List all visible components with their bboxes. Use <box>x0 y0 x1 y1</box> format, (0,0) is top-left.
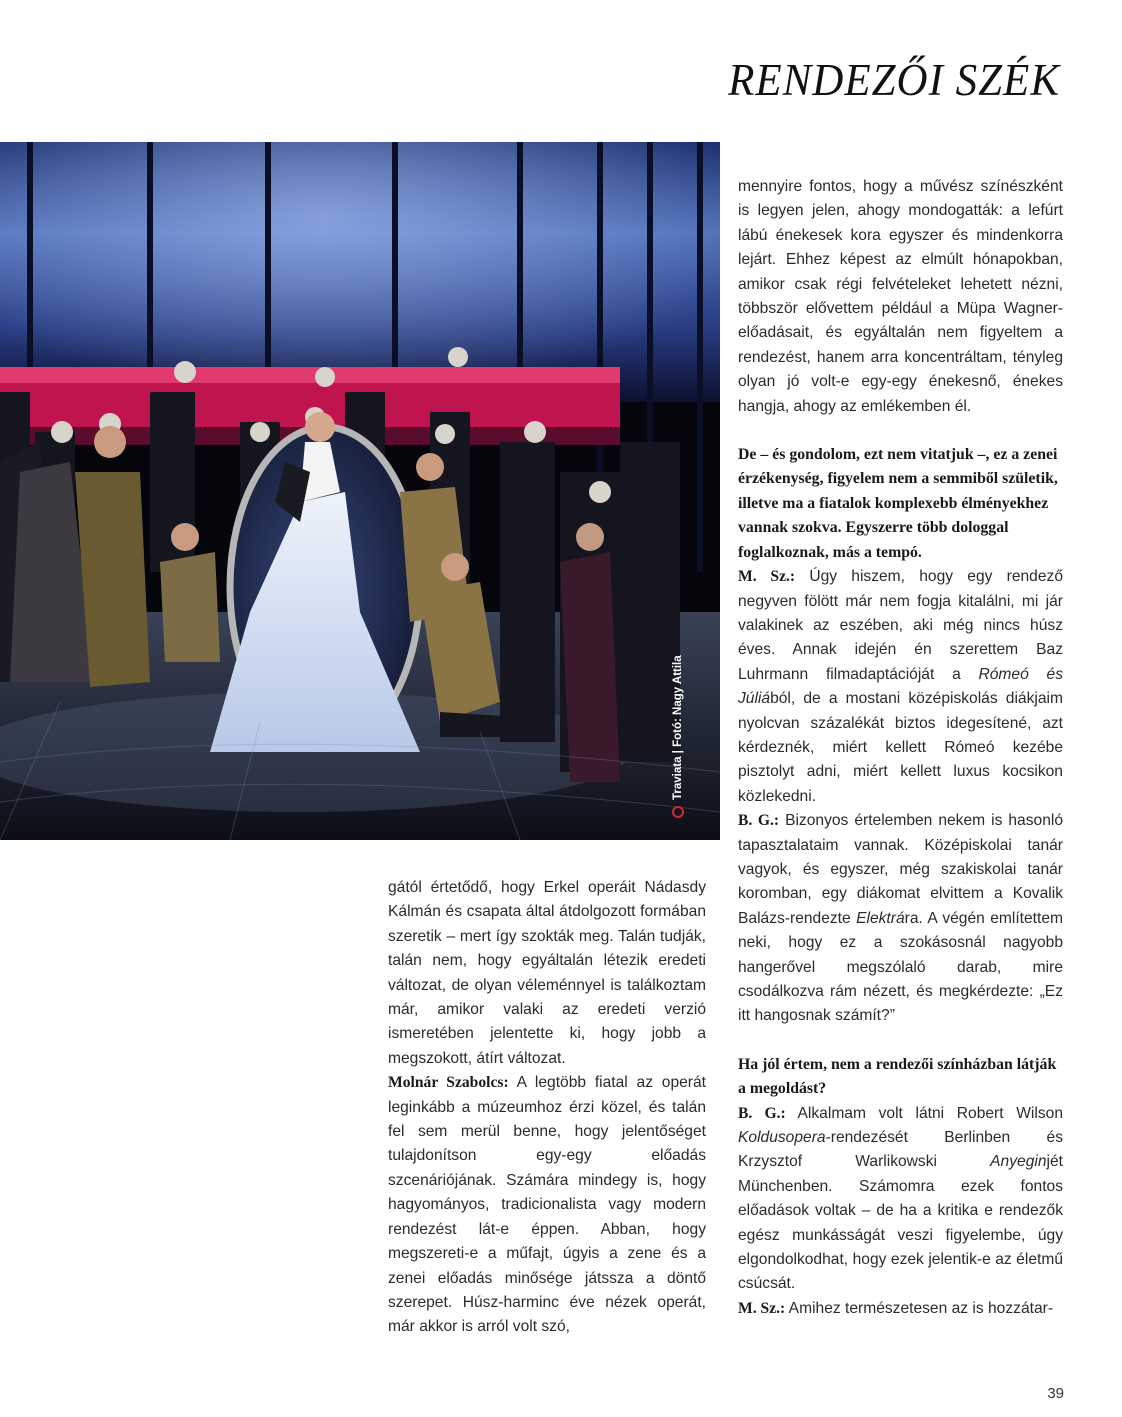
stage-photo <box>0 142 720 840</box>
speaker-name: M. Sz.: <box>738 568 796 586</box>
interview-question: Ha jól értem, nem a rendezői színházban látják a megoldást? <box>738 1055 1057 1098</box>
paragraph: gától értetődő, hogy Erkel operáit Nádasdy Kálmán és csapata által átdolgozott formában szeretik – mert így szokták meg. Talán tudják, talán nem, hogy egyáltalán létezik eredeti változat, de olyan véleménnyel is találkoztam már, amikor valaki az eredeti verzió ismeretében jelentette ki, hogy jobb a megszokott, átírt változat. <box>388 879 706 1067</box>
article-column-right <box>738 175 1063 1321</box>
paragraph: M. Sz.: Amihez természetesen az is hozzátar- <box>738 1299 1054 1317</box>
paragraph: B. G.: Bizonyos értelemben nekem is hasonló tapasztalataim vannak. Középiskolai tanár vagyok, és egyszer, még szakiskolai tanár koromban, egy diákomat elvittem a Kovalik Balázs-rendezte Elektrára. A végén említettem neki, hogy ez a szokásosnál nagyobb hangerővel megszólaló darab, mire csodálkozva rám nézett, és megkérdezte: „Ez itt hangosnak számít?” <box>738 812 1064 1025</box>
credit-circle-icon <box>672 806 684 818</box>
speaker-name: M. Sz.: <box>738 1299 786 1317</box>
speaker-name: B. G.: <box>738 812 780 830</box>
paragraph: mennyire fontos, hogy a művész színészként is legyen jelen, ahogy mondogatták: a lefúrt lábú énekesek kora egyszer és mindenkorra lejárt. Ehhez képest az elmúlt hónapokban, amikor csak régi felvételeket lehetett nézni, többször elővettem például a Müpa Wagner-előadásait, és egyáltalán nem figyeltem a rendezést, hanem arra koncentráltam, tényleg olyan jó volt-e egy-egy énekesnő, énekes hangja, ahogy az emlékemben él. <box>738 178 1063 415</box>
speaker-name: B. G.: <box>738 1104 786 1122</box>
page-number: 39 <box>1047 1385 1064 1402</box>
paragraph: M. Sz.: Úgy hiszem, hogy egy rendező negyven fölött már nem fogja kitalálni, mi jár valakinek az eszében, aki még nincs húsz éves. Annak idején én szerettem Baz Luhrmann filmadaptációját a Rómeó és Júliából, de a mostani középiskolás diákjaim nyolcvan százalékát biztos idegesítené, azt kérdeznék, miért kellett Rómeó kezébe pisztolyt adni, miért kellett luxus kocsikon közlekedni. <box>738 568 1063 805</box>
interview-question: De – és gondolom, ezt nem vitatjuk –, ez a zenei érzékenység, figyelem nem a semmiből születik, illetve ma a fiatalok komplexebb élményekhez vannak szokva. Egyszerre több dologgal foglalkoznak, más a tempó. <box>738 446 1058 561</box>
photo-credit-text: Traviata | Fotó: Nagy Attila <box>672 655 684 800</box>
stage-photo-illustration <box>0 142 720 840</box>
speaker-name: Molnár Szabolcs: <box>388 1074 509 1092</box>
section-title: RENDEZŐI SZÉK <box>728 55 1060 106</box>
paragraph: B. G.: Alkalmam volt látni Robert Wilson Koldusopera-rendezését Berlinben és Krzysztof Warlikowski Anyeginjét Münchenben. Számomra ezek fontos előadások voltak – de ha a kritika e rendezők egész munkásságát veszi figyelembe, úgy elgondolkodhat, hogy ezek jelentik-e az életmű csúcsát. <box>738 1104 1064 1293</box>
article-column-left <box>388 876 706 1340</box>
paragraph: Molnár Szabolcs: A legtöbb fiatal az operát leginkább a múzeumhoz érzi közel, és talán fel sem merül benne, hogy jelentőséget tulajdonítson egy-egy előadás szcenáriójának. Számára mindegy is, hogy hagyományos, tradicionalista vagy modern rendezést lát-e éppen. Abban, hogy megszereti-e a műfajt, úgyis a zene és a zenei előadás minősége játssza a döntő szerepet. Húsz-harminc éve nézek operát, már akkor is arról volt szó, <box>388 1074 706 1336</box>
photo-credit <box>672 655 684 818</box>
